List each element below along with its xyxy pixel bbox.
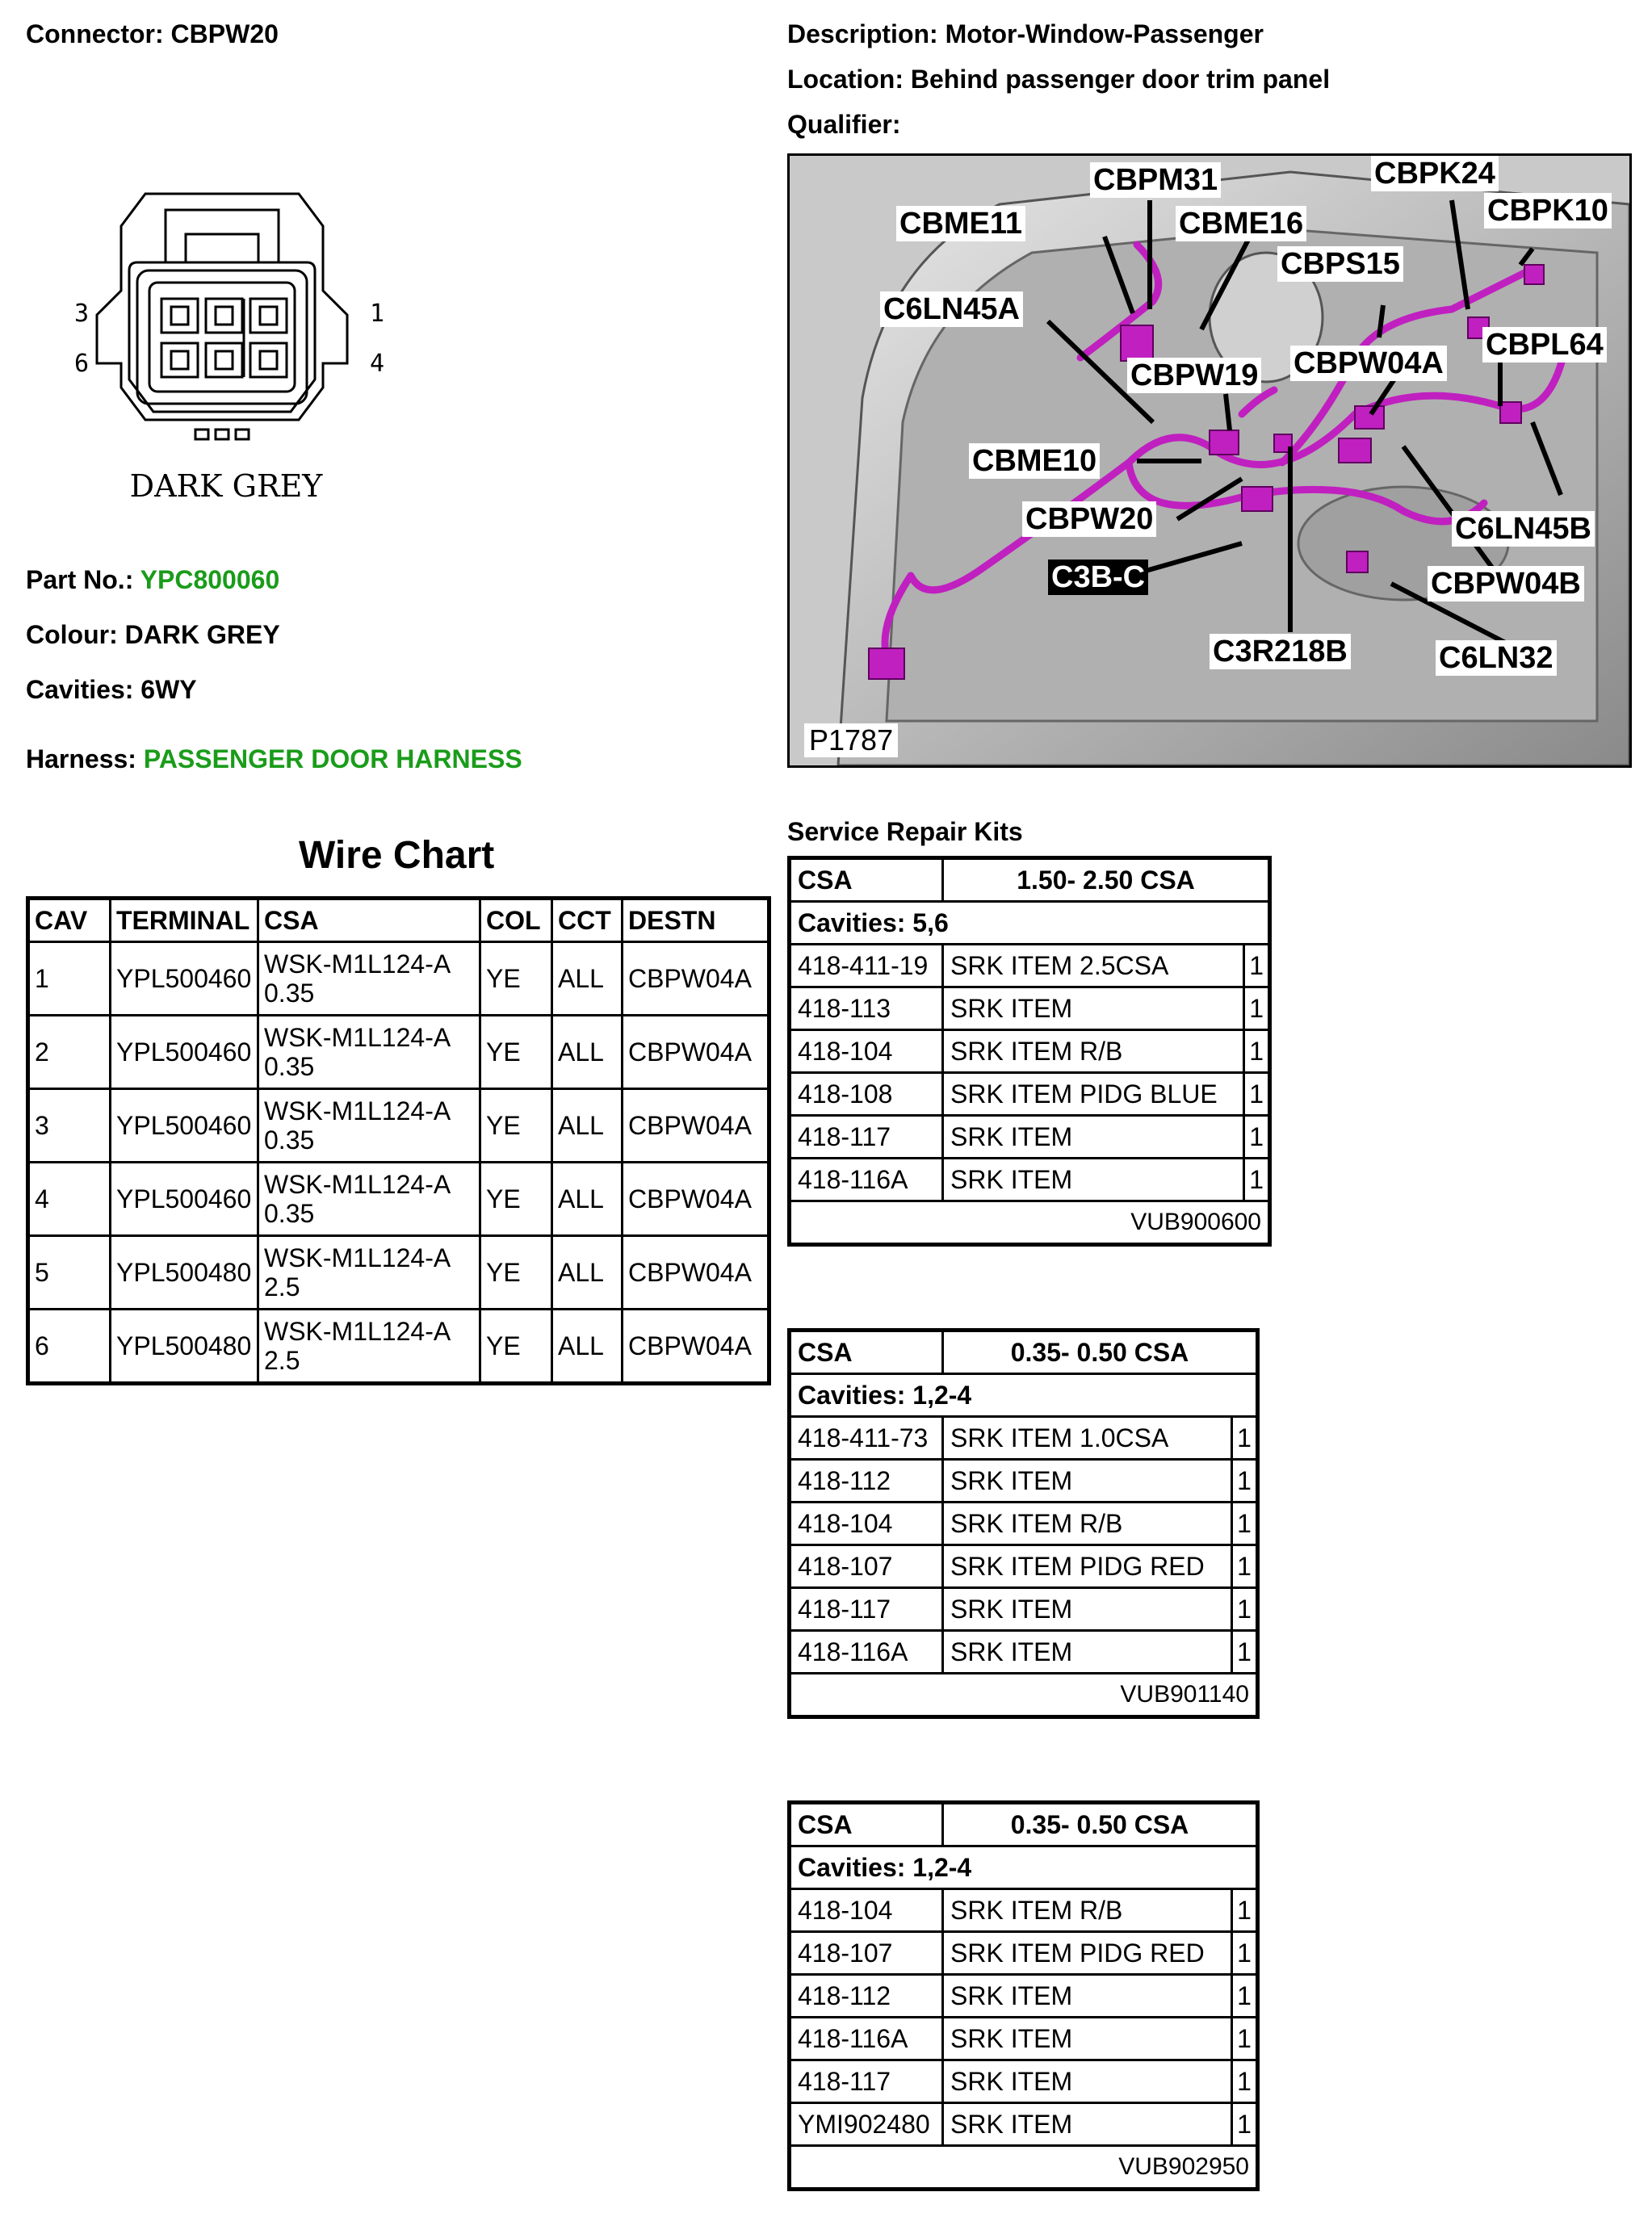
kit-item-desc: SRK ITEM R/B [943, 1503, 1232, 1545]
repair-kit-table-3 [787, 1800, 1260, 2191]
photo-label-cbpk24: CBPK24 [1371, 156, 1499, 191]
connector-face-diagram [57, 178, 396, 517]
location-label: Location: [787, 65, 904, 94]
photo-label-cbpm31: CBPM31 [1090, 162, 1221, 198]
list-item [790, 945, 1270, 987]
kit-cavities: Cavities: 5,6 [790, 902, 1270, 945]
kit-csa-range: 0.35- 0.50 CSA [943, 1803, 1258, 1846]
harness-label: Harness: [26, 744, 136, 773]
list-item [790, 987, 1270, 1030]
kit-item-qty: 1 [1232, 1588, 1258, 1631]
kit-item-desc: SRK ITEM PIDG BLUE [943, 1073, 1244, 1116]
terminal-cell: YPL500480 [111, 1236, 258, 1310]
photo-label-c3b-c: C3B-C [1048, 560, 1148, 595]
list-item [790, 1417, 1258, 1460]
kit-item-qty: 1 [1244, 945, 1270, 987]
kit-item-desc: SRK ITEM [943, 2018, 1232, 2060]
kit-item-desc: SRK ITEM R/B [943, 1889, 1232, 1932]
photo-label-cbpw04b: CBPW04B [1428, 566, 1584, 601]
kit-item-qty: 1 [1232, 2060, 1258, 2103]
cavities-label: Cavities: [26, 675, 134, 704]
kit-part-no: 418-117 [790, 2060, 943, 2103]
cav-cell: 4 [28, 1163, 111, 1236]
list-item [790, 1932, 1258, 1975]
kit-part-no: 418-116A [790, 2018, 943, 2060]
location-value: Behind passenger door trim panel [910, 65, 1331, 94]
part-no-line [26, 565, 279, 595]
terminal-cell: YPL500460 [111, 1016, 258, 1089]
kit-part-no: 418-116A [790, 1159, 943, 1201]
kit-part-no: 418-117 [790, 1588, 943, 1631]
kit-item-desc: SRK ITEM [943, 1159, 1244, 1201]
kit-part-no: 418-107 [790, 1932, 943, 1975]
kit-item-desc: SRK ITEM PIDG RED [943, 1545, 1232, 1588]
repair-kit-table-1 [787, 856, 1272, 1247]
col-header-destn: DESTN [623, 899, 769, 942]
col-cell: YE [480, 1016, 552, 1089]
list-item [790, 1073, 1270, 1116]
kit-csa-range: 0.35- 0.50 CSA [943, 1331, 1258, 1374]
kit-item-qty: 1 [1232, 1417, 1258, 1460]
photo-label-cbpl64: CBPL64 [1482, 327, 1607, 363]
kit-item-qty: 1 [1232, 1889, 1258, 1932]
col-header-cav: CAV [28, 899, 111, 942]
kit-number: VUB901140 [790, 1674, 1258, 1717]
csa-cell: WSK-M1L124-A 0.35 [258, 1163, 480, 1236]
kit-part-no: 418-108 [790, 1073, 943, 1116]
cav-cell: 1 [28, 942, 111, 1016]
list-item [790, 1545, 1258, 1588]
table-row [28, 1163, 769, 1236]
kit-item-desc: SRK ITEM [943, 1631, 1232, 1674]
part-no-value: YPC800060 [140, 565, 280, 594]
repair-kit-table-2 [787, 1328, 1260, 1719]
cav-cell: 6 [28, 1310, 111, 1384]
photo-label-c3r218b: C3R218B [1210, 634, 1351, 669]
kit-item-desc: SRK ITEM 1.0CSA [943, 1417, 1232, 1460]
photo-label-cbpw04a: CBPW04A [1290, 346, 1447, 381]
kit-part-no: 418-117 [790, 1116, 943, 1159]
table-row [28, 1310, 769, 1384]
cct-cell: ALL [552, 1310, 623, 1384]
wire-chart-table [26, 896, 771, 1385]
connector-label: Connector: [26, 19, 164, 48]
kit-item-desc: SRK ITEM 2.5CSA [943, 945, 1244, 987]
kit-item-qty: 1 [1232, 1932, 1258, 1975]
terminal-cell: YPL500480 [111, 1310, 258, 1384]
cct-cell: ALL [552, 942, 623, 1016]
kit-item-desc: SRK ITEM [943, 2103, 1232, 2146]
cct-cell: ALL [552, 1016, 623, 1089]
kit-header-row [790, 1803, 1258, 1846]
terminal-cell: YPL500460 [111, 942, 258, 1016]
photo-label-cbpw20: CBPW20 [1022, 501, 1156, 537]
pin-label-3: 3 [74, 300, 90, 328]
list-item [790, 1503, 1258, 1545]
kit-csa-label: CSA [790, 1331, 943, 1374]
col-cell: YE [480, 1089, 552, 1163]
description-label: Description: [787, 19, 938, 48]
kit-item-desc: SRK ITEM [943, 1975, 1232, 2018]
harness-line [26, 744, 522, 774]
destn-cell: CBPW04A [623, 942, 769, 1016]
list-item [790, 1159, 1270, 1201]
destn-cell: CBPW04A [623, 1089, 769, 1163]
terminal-cell: YPL500460 [111, 1089, 258, 1163]
cavities-line [26, 675, 197, 705]
col-cell: YE [480, 1310, 552, 1384]
colour-label: Colour: [26, 620, 118, 649]
kit-item-qty: 1 [1244, 1159, 1270, 1201]
kit-number-row [790, 2146, 1258, 2190]
kit-cavities-row [790, 1846, 1258, 1889]
photo-label-c6ln45b: C6LN45B [1452, 511, 1595, 547]
kit-item-qty: 1 [1232, 1545, 1258, 1588]
kit-item-qty: 1 [1232, 2103, 1258, 2146]
kit-csa-label: CSA [790, 1803, 943, 1846]
cavities-value: 6WY [140, 675, 197, 704]
list-item [790, 1588, 1258, 1631]
location-line [787, 65, 1330, 94]
wire-chart-title: Wire Chart [299, 834, 495, 877]
list-item [790, 2018, 1258, 2060]
kit-header-row [790, 1331, 1258, 1374]
kit-part-no: 418-107 [790, 1545, 943, 1588]
connector-id: CBPW20 [170, 19, 279, 48]
kit-item-desc: SRK ITEM [943, 1460, 1232, 1503]
photo-label-cbps15: CBPS15 [1277, 246, 1403, 282]
kit-item-desc: SRK ITEM [943, 1116, 1244, 1159]
destn-cell: CBPW04A [623, 1016, 769, 1089]
kit-cavities-row [790, 902, 1270, 945]
connector-colour-caption: DARK GREY [129, 468, 323, 504]
kit-item-desc: SRK ITEM [943, 2060, 1232, 2103]
kit-number-row [790, 1674, 1258, 1717]
col-cell: YE [480, 1236, 552, 1310]
kit-item-desc: SRK ITEM [943, 1588, 1232, 1631]
pin-label-1: 1 [370, 300, 385, 328]
kit-item-qty: 1 [1244, 1073, 1270, 1116]
csa-cell: WSK-M1L124-A 2.5 [258, 1236, 480, 1310]
kit-part-no: 418-104 [790, 1503, 943, 1545]
list-item [790, 2103, 1258, 2146]
kit-item-qty: 1 [1244, 1030, 1270, 1073]
list-item [790, 2060, 1258, 2103]
col-cell: YE [480, 942, 552, 1016]
photo-label-cbme10: CBME10 [969, 443, 1100, 479]
location-photo [787, 153, 1632, 768]
photo-label-cbpw19: CBPW19 [1127, 358, 1261, 393]
kit-header-row [790, 858, 1270, 902]
kit-item-desc: SRK ITEM PIDG RED [943, 1932, 1232, 1975]
photo-label-c6ln45a: C6LN45A [880, 291, 1023, 327]
kit-csa-range: 1.50- 2.50 CSA [943, 858, 1270, 902]
colour-value: DARK GREY [124, 620, 280, 649]
destn-cell: CBPW04A [623, 1236, 769, 1310]
col-header-col: COL [480, 899, 552, 942]
kit-part-no: 418-104 [790, 1889, 943, 1932]
kit-item-qty: 1 [1244, 1116, 1270, 1159]
list-item [790, 1975, 1258, 2018]
kit-part-no: 418-112 [790, 1460, 943, 1503]
kit-item-desc: SRK ITEM [943, 987, 1244, 1030]
kit-item-qty: 1 [1232, 1503, 1258, 1545]
pin-label-4: 4 [370, 350, 385, 378]
cct-cell: ALL [552, 1163, 623, 1236]
col-cell: YE [480, 1163, 552, 1236]
list-item [790, 1631, 1258, 1674]
col-header-csa: CSA [258, 899, 480, 942]
kit-cavities: Cavities: 1,2-4 [790, 1846, 1258, 1889]
photo-label-c6ln32: C6LN32 [1436, 640, 1557, 676]
cct-cell: ALL [552, 1236, 623, 1310]
wire-chart-header-row [28, 899, 769, 942]
kit-item-qty: 1 [1244, 987, 1270, 1030]
table-row [28, 1236, 769, 1310]
csa-cell: WSK-M1L124-A 0.35 [258, 1016, 480, 1089]
kit-item-qty: 1 [1232, 2018, 1258, 2060]
csa-cell: WSK-M1L124-A 0.35 [258, 942, 480, 1016]
photo-label-cbme16: CBME16 [1176, 206, 1306, 241]
kit-part-no: 418-411-73 [790, 1417, 943, 1460]
table-row [28, 1016, 769, 1089]
kit-number-row [790, 1201, 1270, 1245]
photo-label-cbme11: CBME11 [896, 206, 1025, 241]
part-no-label: Part No.: [26, 565, 134, 594]
col-header-cct: CCT [552, 899, 623, 942]
col-header-terminal: TERMINAL [111, 899, 258, 942]
list-item [790, 1116, 1270, 1159]
cav-cell: 2 [28, 1016, 111, 1089]
colour-line [26, 620, 280, 650]
kit-part-no: 418-411-19 [790, 945, 943, 987]
service-repair-kits-title: Service Repair Kits [787, 817, 1023, 846]
list-item [790, 1889, 1258, 1932]
list-item [790, 1030, 1270, 1073]
kit-part-no: YMI902480 [790, 2103, 943, 2146]
kit-number: VUB900600 [790, 1201, 1270, 1245]
kit-part-no: 418-112 [790, 1975, 943, 2018]
table-row [28, 942, 769, 1016]
kit-item-qty: 1 [1232, 1631, 1258, 1674]
csa-cell: WSK-M1L124-A 2.5 [258, 1310, 480, 1384]
kit-cavities: Cavities: 1,2-4 [790, 1374, 1258, 1417]
terminal-cell: YPL500460 [111, 1163, 258, 1236]
kit-item-qty: 1 [1232, 1975, 1258, 2018]
destn-cell: CBPW04A [623, 1310, 769, 1384]
table-row [28, 1089, 769, 1163]
destn-cell: CBPW04A [623, 1163, 769, 1236]
cav-cell: 3 [28, 1089, 111, 1163]
kit-part-no: 418-113 [790, 987, 943, 1030]
harness-value: PASSENGER DOOR HARNESS [143, 744, 522, 773]
kit-item-desc: SRK ITEM R/B [943, 1030, 1244, 1073]
kit-csa-label: CSA [790, 858, 943, 902]
pin-label-6: 6 [74, 350, 90, 378]
kit-item-qty: 1 [1232, 1460, 1258, 1503]
kit-part-no: 418-104 [790, 1030, 943, 1073]
kit-part-no: 418-116A [790, 1631, 943, 1674]
description-value: Motor-Window-Passenger [945, 19, 1264, 48]
picture-id: P1787 [804, 723, 898, 757]
list-item [790, 1460, 1258, 1503]
description-line [787, 19, 1264, 49]
cct-cell: ALL [552, 1089, 623, 1163]
kit-number: VUB902950 [790, 2146, 1258, 2190]
qualifier-label: Qualifier: [787, 110, 901, 139]
qualifier-line [787, 110, 900, 140]
connector-heading [26, 19, 279, 49]
cav-cell: 5 [28, 1236, 111, 1310]
photo-label-cbpk10: CBPK10 [1484, 193, 1612, 228]
csa-cell: WSK-M1L124-A 0.35 [258, 1089, 480, 1163]
kit-cavities-row [790, 1374, 1258, 1417]
